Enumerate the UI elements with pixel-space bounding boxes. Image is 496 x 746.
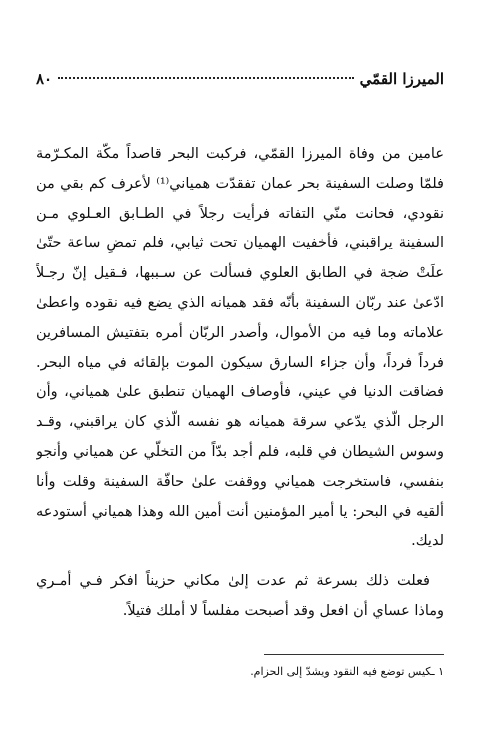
text-line: فضاقت الدنيا في عيني، فأوصاف الهميان تنطبق علىٰ همياني، وأن [36,384,444,401]
paragraph-2 [36,567,444,627]
body-text [36,140,444,627]
header-dot-leader [58,77,354,79]
text-line: فرداً فرداً، وأن جزاء السارق سيكون الموت بإلقائه في مياه البحر. [36,354,444,371]
running-header [36,70,444,96]
text-line: عامين من وفاة الميرزا القمّي، فركبت البحر قاصداً مكّة المكـرّمة [36,146,444,162]
footnote: ١ ـكيس توضع فيه النقود ويشدّ إلى الحزام. [250,665,444,678]
text-line: السفينة يراقبني، فأخفيت الهميان تحت ثيابي، فلم تمضِ ساعة حتّىٰ [36,235,444,252]
text-line: وسوس الشيطان في قلبه، فلم أجد بدّاً من التخلّي عن همياني وأنجو [36,443,444,460]
paragraph-gap [36,557,444,567]
text-line: الرجل الّذي يدّعي سرقة هميانه هو نفسه الّذي كان يراقبني، وقـد [36,414,444,431]
text-line: فعلت ذلك بسرعة ثم عدت إلىٰ مكاني حزيناً افكر فـي أمـري [36,573,430,590]
text-line: ادّعىٰ عند ربّان السفينة بأنّه فقد هميانه الذي يضع فيه نقوده واعطىٰ [36,294,444,311]
paragraph-1 [36,140,444,557]
text-line: علاماته وما فيه من الأموال، وأصدر الربّان أمره بتفتيش المسافرين [36,324,444,341]
text-line: علَتْ ضجة في الطابق العلوي فسألت عن سـببها، فـقيل إنّ رجـلاً [36,265,444,282]
text-line: ألقيه في البحر: يا أمير المؤمنين أنت أمين الله وهذا همياني أستودعه [36,503,444,520]
page-number: ٨٠ [36,70,53,88]
text-line: وماذا عساي أن افعل وقد أصبحت مفلساً لا أملك فتيلاً. [122,602,444,619]
text-line: لديك. [411,533,444,550]
text-line: فلمّا وصلت السفينة بحر عمان تفقدّت همياني⁽¹⁾ لأعرف كم بقي من [36,175,444,192]
footnote-separator [264,654,444,655]
running-header-title: الميرزا القمّي [359,70,444,88]
text-line: بنفسي، فاستخرجت همياني ووقفت علىٰ حافّة السفينة وقلت وأنا [36,473,444,490]
text-line: نقودي، فحانت منّي التفاته فرأيت رجلاً في الطـابق العـلوي مـن [36,205,444,222]
